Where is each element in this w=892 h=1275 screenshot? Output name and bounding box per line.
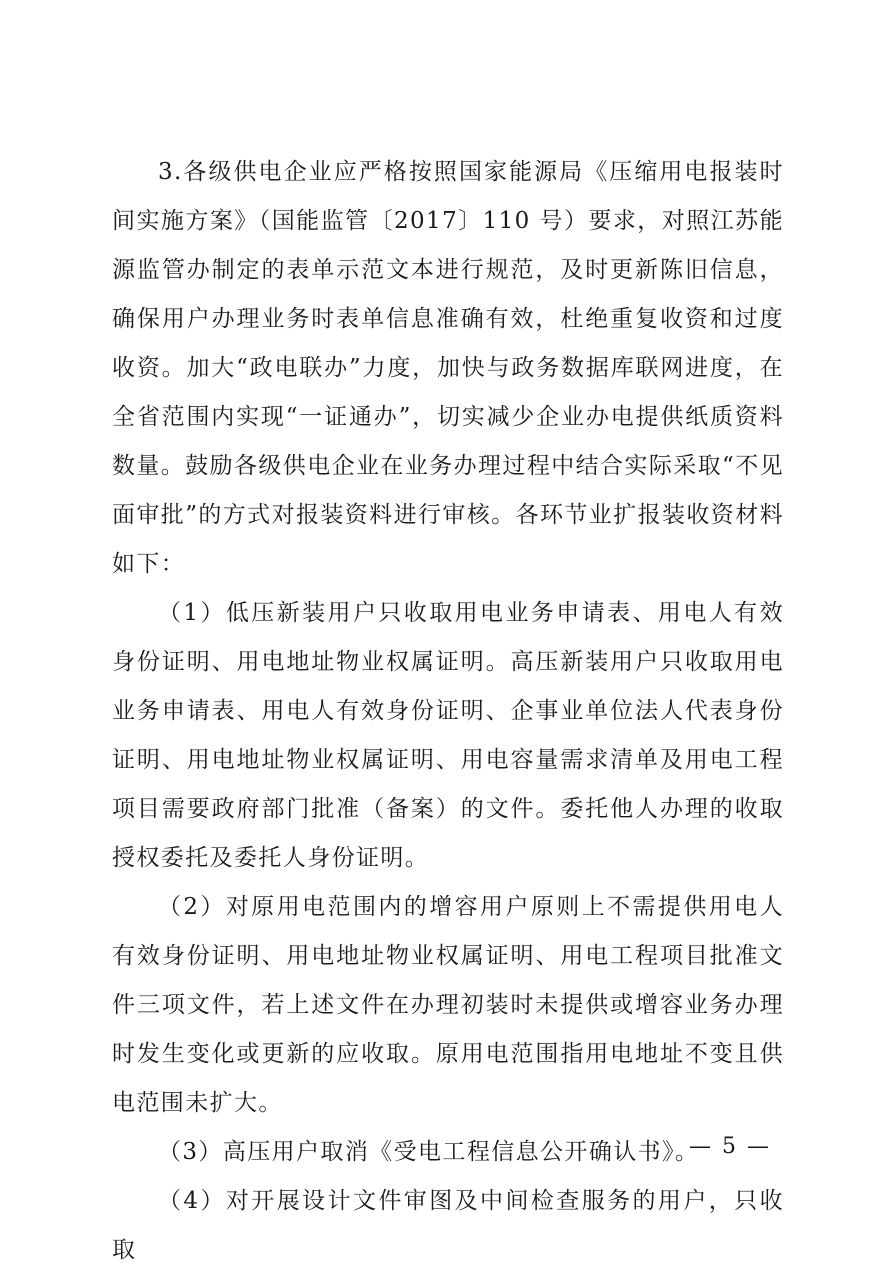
paragraph-sub-4: （4）对开展设计文件审图及中间检查服务的用户，只收取: [112, 1188, 784, 1263]
paragraph-item-3: 3.各级供电企业应严格按照国家能源局《压缩用电报装时间实施方案》（国能监管〔2017〕110 号）要求，对照江苏能源监管办制定的表单示范文本进行规范，及时更新陈旧信息，确保用户办理业务时表单信息准确有效，杜绝重复收资和过度收资。加大“政电联办”力度，加快与政务数据库联网进度，在全省范围内实现“一证通办”，切实减少企业办电提供纸质资料数量。鼓励各级供电企业在业务办理过程中结合实际采取“不见面审批”的方式对报装资料进行审核。各环节业扩报装收资材料如下：: [112, 159, 784, 577]
paragraph-sub-1: （1）低压新装用户只收取用电业务申请表、用电人有效身份证明、用电地址物业权属证明。高压新装用户只收取用电业务申请表、用电人有效身份证明、企事业单位法人代表身份证明、用电地址物业权属证明、用电容量需求清单及用电工程项目需要政府部门批准（备案）的文件。委托他人办理的收取授权委托及委托人身份证明。: [112, 600, 784, 871]
paragraph-sub-2: （2）对原用电范围内的增容用户原则上不需提供用电人有效身份证明、用电地址物业权属证明、用电工程项目批准文件三项文件，若上述文件在办理初装时未提供或增容业务办理时发生变化或更新的应收取。原用电范围指用电地址不变且供电范围未扩大。: [112, 894, 784, 1116]
page-number: — 5 —: [689, 1134, 771, 1159]
document-body: [112, 148, 784, 1275]
paragraph-sub-3: （3）高压用户取消《受电工程信息公开确认书》。: [158, 1139, 700, 1165]
